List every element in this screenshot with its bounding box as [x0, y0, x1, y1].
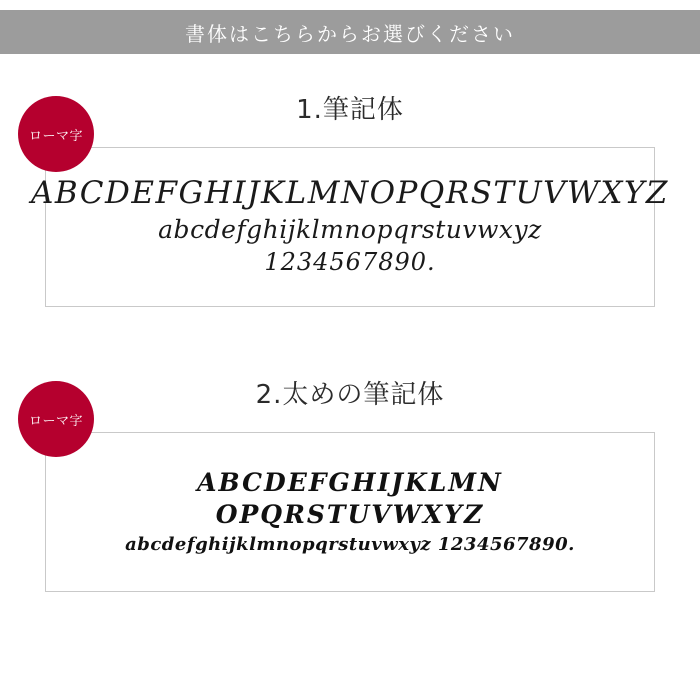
sample-line-lowercase-numerals: abcdefghijklmnopqrstuvwxyz 1234567890.: [125, 533, 575, 555]
font-sample-lines-1: [31, 148, 669, 306]
font-sample-section-2: [0, 375, 700, 592]
page-title: 書体はこちらからお選びください: [185, 21, 515, 46]
section-title-1: 1.筆記体: [296, 95, 404, 125]
badge-label: ローマ字: [28, 128, 83, 144]
font-sample-section-1: [0, 90, 700, 307]
badge-romaji-1: [18, 96, 94, 172]
sample-line-uppercase-a: ABCDEFGHIJKLMN: [197, 467, 503, 497]
font-sample-box-1: [31, 147, 669, 307]
badge-label: ローマ字: [28, 413, 83, 429]
font-sample-box-2: [45, 432, 655, 592]
font-sample-lines-2: [46, 433, 654, 591]
section-title-2: 2.太めの筆記体: [255, 380, 445, 410]
sample-line-lowercase: abcdefghijklmnopqrstuvwxyz: [158, 214, 542, 244]
header-bar: [0, 10, 700, 54]
badge-romaji-2: [18, 381, 94, 457]
sample-line-numerals: 1234567890.: [264, 248, 436, 277]
sample-line-uppercase: ABCDEFGHIJKLMNOPQRSTUVWXYZ: [31, 174, 669, 211]
sample-line-uppercase-b: OPQRSTUVWXYZ: [215, 500, 485, 530]
